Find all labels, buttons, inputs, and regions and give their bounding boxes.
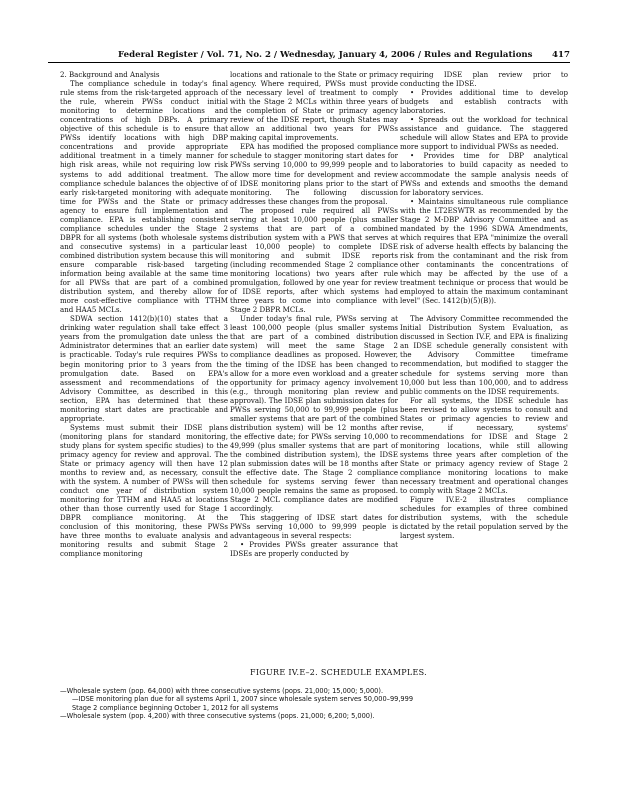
bullet-item: • Provides additional time to develop budgets and establish contracts with laboratories. [400, 88, 568, 116]
paragraph: The compliance schedule in today's final rule stems from the risk-targeted approach of the rule, wherein PWSs conduct initial monitoring to determine locations and concentrations of high DBPs. A primary objective of this schedule is to ensure that PWSs identify locations with high DBP concentrations and provide appropriate additional treatment in a timely manner for high risk areas, while not requiring low risk systems to add additional treatment. The compliance schedule balances the objective of early risk-targeted monitoring with adequate time for PWSs and the State or primacy agency to ensure full implementation and compliance. EPA is establishing consistent compliance schedules under the Stage 2 DBPR for all systems (both wholesale systems and consecutive systems) in a particular combined distribution system because this will ensure comparable risk-based targeting information being available at the same time for all PWSs that are part of a combined distribution system, and thereby allow for more cost-effective compliance with TTHM and HAA5 MCLs. [60, 79, 228, 315]
bullet-item: • Provides time for DBP analytical laboratories to build capacity as needed to accommodate the sample analysis needs of PWSs and extends and smooths the demand for laboratory services. [400, 151, 568, 197]
figure-note: —Wholesale system (pop. 64,000) with three consecutive systems (pops. 21,000; 15,000; 5,000). [60, 687, 384, 695]
page-number: 417 [552, 50, 570, 60]
column-left [60, 70, 228, 559]
paragraph: The proposed rule required all PWSs serving at least 10,000 people (plus smaller systems that are part of a combined distribution system with a PWS that serves at least 10,000 people) to complete IDSE monitoring and submit IDSE reports (including recommended Stage 2 compliance monitoring locations) two years after rule promulgation, followed by one year for review of IDSE reports, after which systems had three years to come into compliance with Stage 2 DBPR MCLs. [230, 205, 398, 315]
figure-note: Stage 2 compliance beginning October 1, 2012 for all systems [72, 703, 279, 712]
running-head: Federal Register / Vol. 71, No. 2 / Wednesday, January 4, 2006 / Rules and Regulations [118, 50, 533, 60]
paragraph: Under today's final rule, PWSs serving at least 100,000 people (plus smaller systems that are part of a combined distribution system) will meet the same Stage 2 compliance deadlines as proposed. However, the timing of the IDSE has been changed to allow for a more even workload and a greater opportunity for primacy agency involvement (e.g., through monitoring plan review and approval). The IDSE plan submission dates for PWSs serving 50,000 to 99,999 people (plus smaller systems that are part of the combined distribution system) will be 12 months after the effective date; for PWSs serving 10,000 to 49,999 (plus smaller systems that are part of the combined distribution system), the IDSE plan submission dates will be 18 months after the effective date. The Stage 2 compliance schedule for systems serving fewer than 10,000 people remains the same as proposed. Stage 2 MCL compliance dates are modified accordingly. [230, 314, 398, 514]
figure-note: —Wholesale system (pop. 4,200) with three consecutive systems (pops. 21,000; 6,200; 5,000). [60, 712, 375, 721]
bullet-item: • Maintains simultaneous rule compliance with the LT2ESWTR as recommended by the Stage 2 M-DBP Advisory Committee and as mandated by the 1996 SDWA Amendments, which requires that EPA "minimize the overall risk of adverse health effects by balancing the risk from the contaminant and the risk from other contaminants the concentrations of which may be affected by the use of a treatment technique or process that would be employed to attain the maximum contaminant level" (Sec. 1412(b)(5)(B)). [400, 196, 568, 306]
paragraph: SDWA section 1412(b)(10) states that a drinking water regulation shall take effect 3 years from the promulgation date unless the Administrator determines that an earlier date is practicable. Today's rule requires PWSs to begin monitoring prior to 3 years from the promulgation date. Based on EPA's assessment and recommendations of the Advisory Committee, as described in this section, EPA has determined that these monitoring start dates are practicable and appropriate. [60, 314, 228, 423]
paragraph: requiring IDSE plan review prior to conducting the IDSE. [400, 70, 568, 89]
header-rule [48, 62, 570, 63]
paragraph: For all systems, the IDSE schedule has been revised to allow systems to consult and States or primacy agencies to review and revise, if necessary, systems' recommendations for IDSE and Stage 2 monitoring locations, while still allowing systems three years after completion of the State or primacy agency review of Stage 2 compliance monitoring locations to make necessary treatment and operational changes to comply with Stage 2 MCLs. [400, 395, 568, 496]
figure-notes [60, 687, 570, 721]
bullet-item: • Provides PWSs greater assurance that IDSEs are properly conducted by [230, 540, 398, 559]
column-middle [230, 70, 398, 559]
bullet-item: • Spreads out the workload for technical assistance and guidance. The staggered schedule will allow States and EPA to provide more support to individual PWSs as needed. [400, 115, 568, 152]
paragraph: Figure IV.E-2 illustrates compliance schedules for examples of three combined distribution systems, with the schedule dictated by the retail population served by the largest system. [400, 495, 568, 541]
paragraph: locations and rationale to the State or primacy agency. Where required, PWSs must provide the necessary level of treatment to comply with the Stage 2 MCLs within three years of the completion of State or primacy agency review of the IDSE report, though States may allow an additional two years for PWSs making capital improvements. [230, 70, 398, 143]
paragraph: Systems must submit their IDSE plans (monitoring plans for standard monitoring, study plans for system specific studies) to the primacy agency for review and approval. The State or primacy agency will then have 12 months to review and, as necessary, consult with the system. A number of PWSs will then conduct one year of distribution system monitoring for TTHM and HAA5 at locations other than those currently used for Stage 1 DBPR compliance monitoring. At the conclusion of this monitoring, these PWSs have three months to evaluate analysis and monitoring results and submit Stage 2 compliance monitoring [60, 422, 228, 559]
paragraph: The Advisory Committee recommended the Initial Distribution System Evaluation, as discussed in Section IV.F, and EPA is finalizing an IDSE schedule generally consistent with the Advisory Committee timeframe recommendation, but modified to stagger the schedule for systems serving more than 10,000 but less than 100,000, and to address public comments on the IDSE requirements. [400, 314, 568, 396]
column-right [400, 70, 568, 540]
figure-caption: FIGURE IV.E–2. SCHEDULE EXAMPLES. [250, 668, 428, 677]
running-header [48, 50, 570, 62]
paragraph: EPA has modified the proposed compliance schedule to stagger monitoring start dates for PWSs serving 10,000 to 99,999 people and to allow more time for development and review of IDSE monitoring plans prior to the start of monitoring. The following discussion addresses these changes from the proposal. [230, 142, 398, 206]
paragraph: This staggering of IDSE start dates for PWSs serving 10,000 to 99,999 people is advantageous in several respects: [230, 513, 398, 541]
figure-note: —IDSE monitoring plan due for all systems April 1, 2007 since wholesale system serves 50,000–99,999 [72, 695, 414, 704]
section-heading: 2. Background and Analysis [60, 70, 160, 79]
